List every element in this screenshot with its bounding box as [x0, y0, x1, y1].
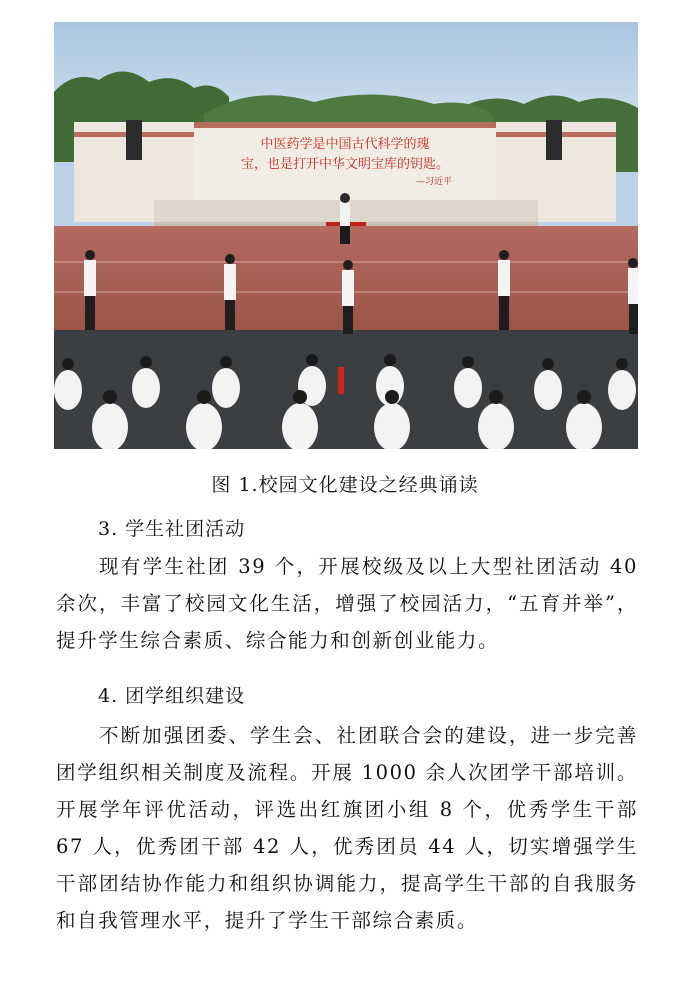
banner-signature: —习近平: [415, 177, 453, 187]
figure-caption: 图 1.校园文化建设之经典诵读: [211, 474, 479, 496]
section-heading-league-organization: 4. 团学组织建设: [98, 685, 246, 707]
section-heading-student-clubs: 3. 学生社团活动: [98, 518, 246, 540]
banner-line-1: 中医药学是中国古代科学的瑰: [260, 137, 430, 152]
figure-photo: [54, 22, 638, 449]
banner-line-2: 宝，也是打开中华文明宝库的钥匙。: [240, 157, 450, 172]
section-body-student-clubs: 现有学生社团 39 个，开展校级及以上大型社团活动 40 余次，丰富了校园文化生活，增强了校园活力，“五育并举”，提升学生综合素质、综合能力和创新创业能力。: [56, 555, 638, 652]
section-body-league-organization: 不断加强团委、学生会、社团联合会的建设，进一步完善团学组织相关制度及流程。开展 1000 余人次团学干部培训。开展学年评优活动，评选出红旗团小组 8 个，优秀学生干部 67 人，优秀团干部 42 人，优秀团员 44 人，切实增强学生干部团结协作能力和组织协调能力，提高学生干部的自我服务和自我管理水平，提升了学生干部综合素质。: [56, 724, 638, 932]
